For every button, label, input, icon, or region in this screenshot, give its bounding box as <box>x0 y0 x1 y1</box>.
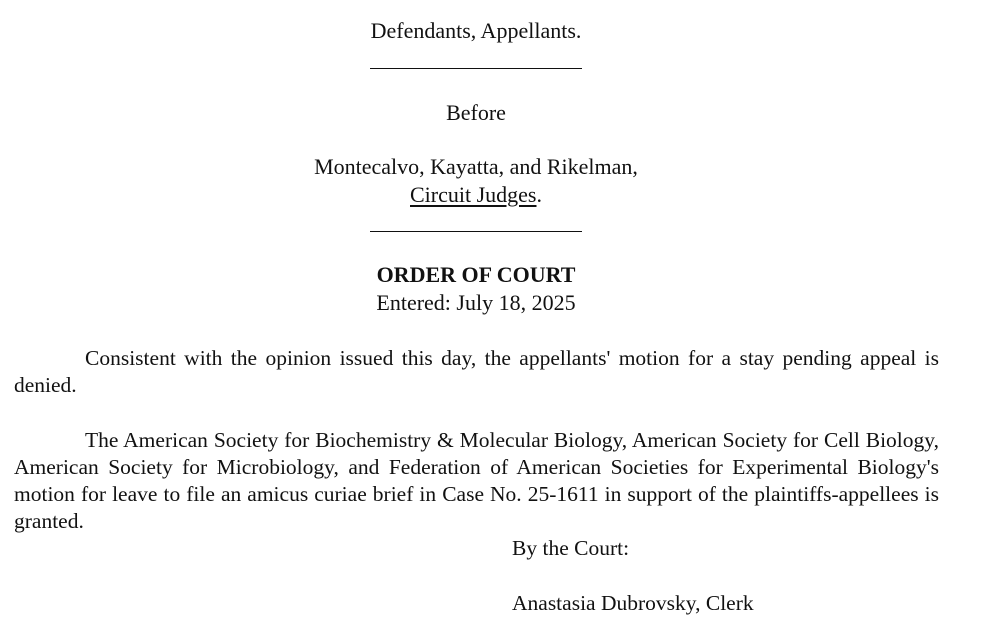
order-paragraph-1 <box>14 345 939 399</box>
party-designation: Defendants, Appellants. <box>370 18 582 43</box>
judges-title-suffix: . <box>536 182 542 207</box>
order-title: ORDER OF COURT <box>376 262 576 287</box>
separator-rule-bottom <box>370 231 582 232</box>
order-paragraph-2 <box>14 427 939 535</box>
clerk-signature: Anastasia Dubrovsky, Clerk <box>512 591 754 615</box>
by-the-court: By the Court: <box>512 536 630 560</box>
separator-rule-top <box>370 68 582 69</box>
order-paragraph-2-text: The American Society for Biochemistry & Molecular Biology, American Society for Cell Biology, American Society for Microbiology, and Federation of American Societies for Experimental Biology's motion for leave to file an amicus curiae brief in Case No. 25-1611 in support of the plaintiffs-appellees is granted. <box>14 428 939 533</box>
order-paragraph-1-text: Consistent with the opinion issued this day, the appellants' motion for a stay pending appeal is denied. <box>14 346 939 397</box>
judges-title: Circuit Judges <box>410 182 537 207</box>
entered-date: Entered: July 18, 2025 <box>376 290 576 315</box>
judges-names: Montecalvo, Kayatta, and Rikelman, <box>314 154 638 179</box>
before-label: Before <box>446 100 506 125</box>
judges-title-line <box>0 182 952 208</box>
